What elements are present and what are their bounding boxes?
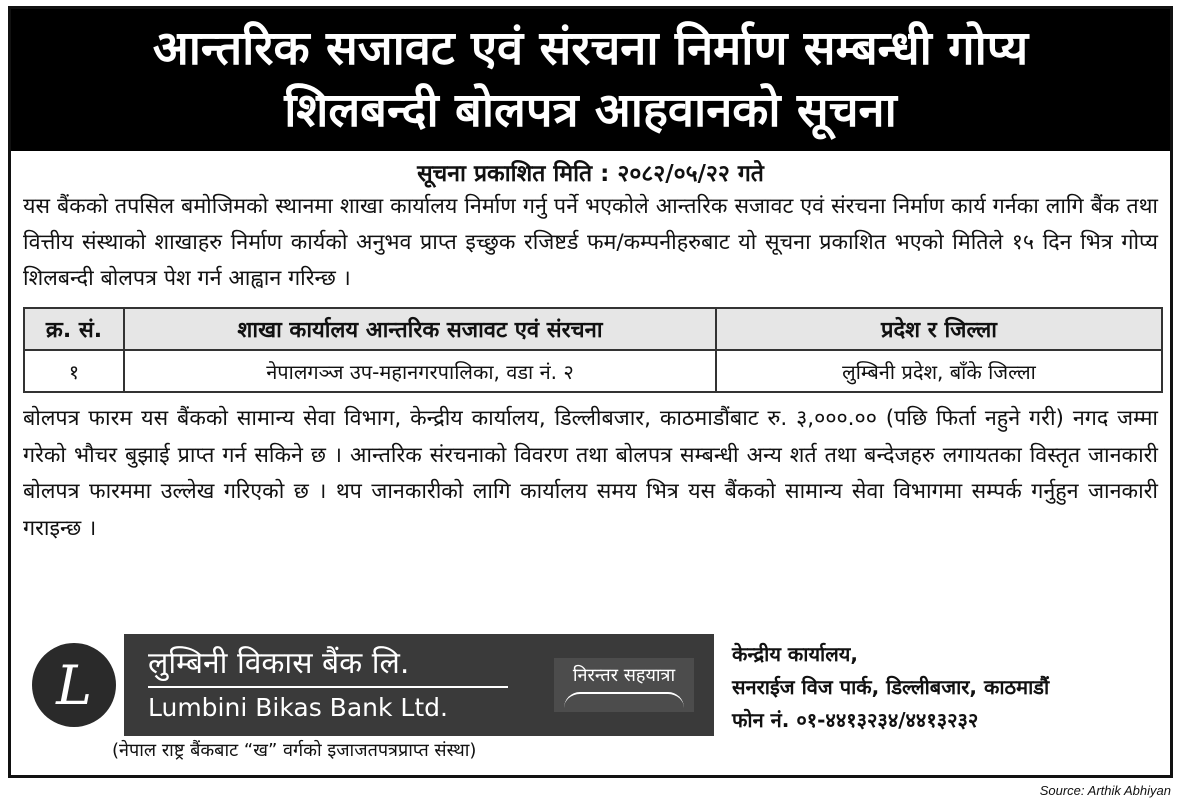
- tagline-text: निरन्तर सहयात्रा: [572, 665, 676, 686]
- address-line2: सनराईज विज पार्क, डिल्लीबजार, काठमाडौं: [732, 675, 1050, 699]
- bank-name-divider: [148, 686, 508, 688]
- address-phone: फोन नं. ०१-४४१३२३४/४४१३२३२: [732, 708, 979, 732]
- license-note: (नेपाल राष्ट्र बैंकबाट “ख” वर्गको इजाजतपत्रप्राप्त संस्था): [112, 740, 477, 761]
- cell-province: लुम्बिनी प्रदेश, बाँके जिल्ला: [716, 350, 1162, 392]
- bank-name-english: Lumbini Bikas Bank Ltd.: [148, 693, 448, 722]
- table-header-row: [24, 308, 1162, 350]
- cell-serial: १: [24, 350, 124, 392]
- notice-header: [11, 9, 1170, 151]
- footer: [24, 634, 1144, 764]
- office-address: [732, 638, 1049, 737]
- header-title-line2: शिलबन्दी बोलपत्र आहवानको सूचना: [284, 83, 897, 138]
- address-line1: केन्द्रीय कार्यालय,: [732, 642, 858, 666]
- intro-paragraph: यस बैंकको तपसिल बमोजिमको स्थानमा शाखा कार्यालय निर्माण गर्नु पर्ने भएकोले आन्तरिक सजावट एवं संरचना निर्माण कार्य गर्नका लागि बैंक तथा वित्तीय संस्थाको शाखाहरु निर्माण कार्यको अनुभव प्राप्त इच्छुक रजिष्टर्ड फम/कम्पनीहरुबाट यो सूचना प्रकाशित भएको मितिले १५ दिन भित्र गोप्य शिलबन्दी बोलपत्र पेश गर्न आह्वान गरिन्छ ।: [23, 194, 1158, 291]
- bank-logo-icon: L: [32, 643, 116, 727]
- bank-tagline: [554, 658, 694, 712]
- branch-table: [23, 307, 1163, 393]
- cell-branch: नेपालगञ्ज उप-महानगरपालिका, वडा नं. २: [124, 350, 716, 392]
- col-header-province: प्रदेश र जिल्ला: [716, 308, 1162, 350]
- header-title-line1: आन्तरिक सजावट एवं संरचना निर्माण सम्बन्धी गोप्य: [152, 21, 1029, 76]
- table-row: [24, 350, 1162, 392]
- col-header-serial: क्र. सं.: [24, 308, 124, 350]
- source-credit: Source: Arthik Abhiyan: [1039, 783, 1171, 798]
- publish-date: सूचना प्रकाशित मिति : २०८२/०५/२२ गते: [417, 161, 764, 187]
- bank-names: [148, 644, 528, 726]
- logo-emblem-area: [24, 634, 124, 736]
- bank-logo-banner: [24, 634, 714, 736]
- details-paragraph: बोलपत्र फारम यस बैंकको सामान्य सेवा विभाग, केन्द्रीय कार्यालय, डिल्लीबजार, काठमाडौंबाट रु. ३,०००.०० (पछि फिर्ता नहुने गरी) नगद जम्मा गरेको भौचर बुझाई प्राप्त गर्न सकिने छ । आन्तरिक संरचनाको विवरण तथा बोलपत्र सम्बन्धी अन्य शर्त तथा बन्देजहरु लगायतका विस्तृत जानकारी बोलपत्र फारममा उल्लेख गरिएको छ । थप जानकारीको लागि कार्यालय समय भित्र यस बैंकको सामान्य सेवा विभागमा सम्पर्क गर्नुहुन जानकारी गराइन्छ ।: [23, 406, 1158, 541]
- tagline-arc-icon: [564, 692, 684, 708]
- bank-name-nepali: लुम्बिनी विकास बैंक लि.: [148, 646, 410, 681]
- col-header-branch: शाखा कार्यालय आन्तरिक सजावट एवं संरचना: [124, 308, 716, 350]
